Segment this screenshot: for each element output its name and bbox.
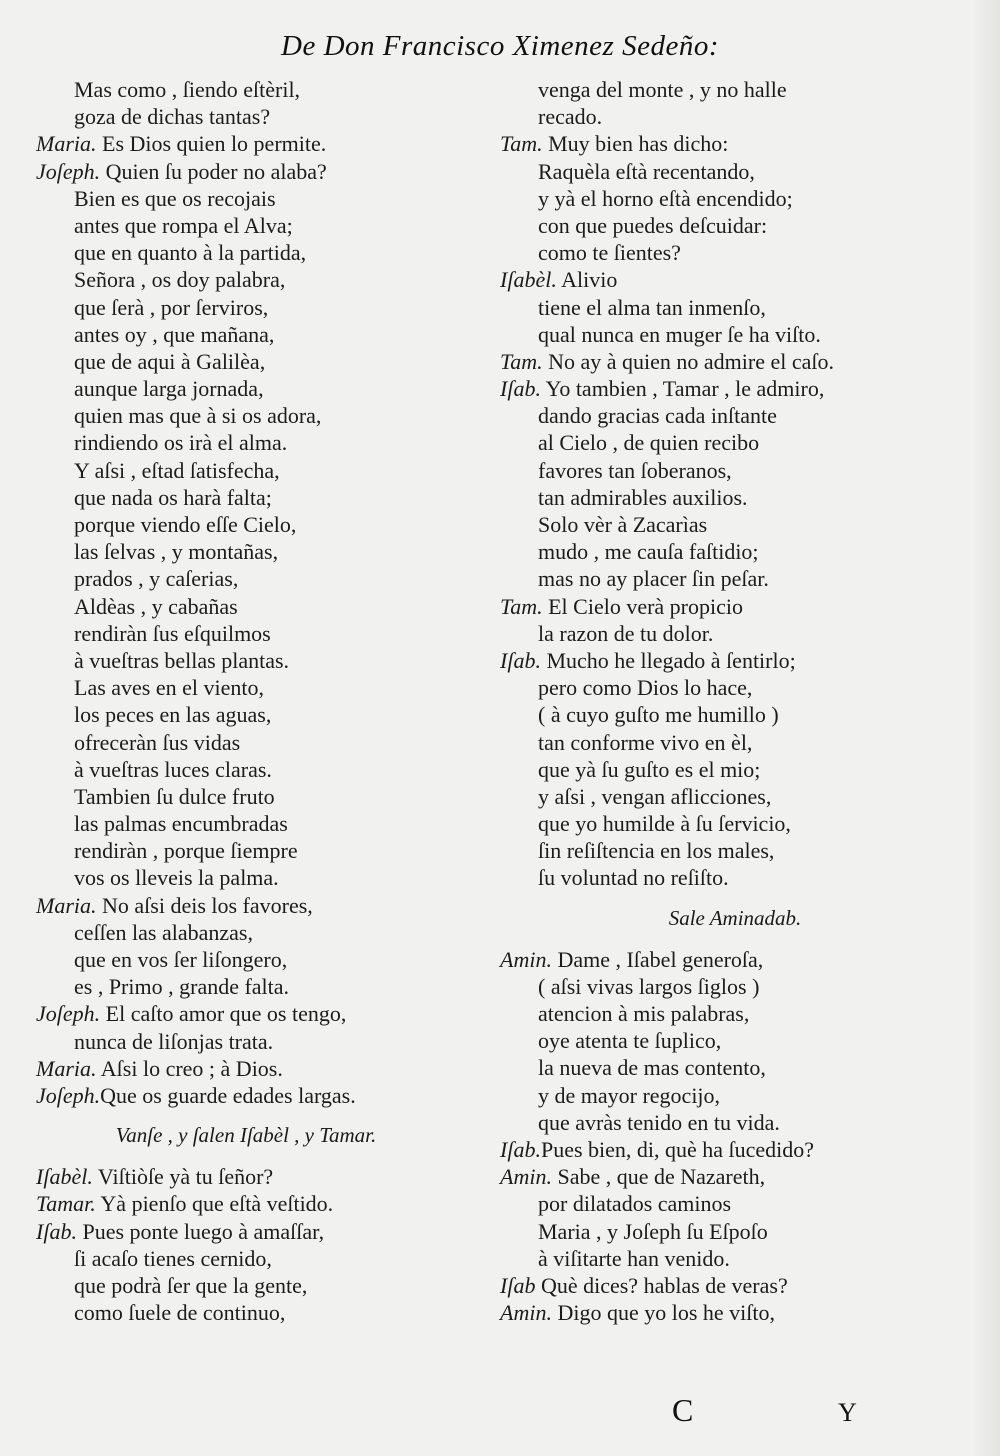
verse-text: ſi acaſo tienes cernido, — [74, 1245, 272, 1271]
verse-line — [36, 538, 456, 565]
verse-line — [36, 158, 456, 185]
speaker-name: Tamar. — [36, 1191, 96, 1217]
verse-line — [36, 783, 456, 810]
verse-text: à vueſtras bellas plantas. — [74, 647, 290, 673]
verse-text: ſin reſiſtencia en los males, — [538, 838, 775, 864]
verse-text: Aldèas , y cabañas — [74, 593, 238, 619]
verse-line — [500, 239, 970, 266]
verse-line — [36, 756, 456, 783]
speaker-name: Amin. — [500, 1164, 552, 1190]
verse-text: Que os guarde edades largas. — [100, 1082, 356, 1108]
verse-line — [500, 701, 970, 728]
verse-line — [36, 565, 456, 592]
stage-direction: Sale Aminadab. — [668, 905, 802, 930]
verse-line — [36, 348, 456, 375]
verse-line — [36, 892, 456, 919]
verse-text: como ſuele de continuo, — [74, 1300, 286, 1326]
verse-text: por dilatados caminos — [538, 1191, 732, 1217]
verse-text: que avràs tenido en tu vida. — [538, 1109, 780, 1135]
verse-text: No aſsi deis los favores, — [96, 892, 313, 918]
verse-line — [500, 946, 970, 973]
verse-text: ofreceràn ſus vidas — [74, 729, 241, 755]
verse-text: que en quanto à la partida, — [74, 240, 307, 266]
speaker-name: Tam. — [500, 593, 543, 619]
verse-line — [500, 1082, 970, 1109]
verse-text: qual nunca en muger ſe ha viſto. — [538, 321, 821, 347]
verse-line — [500, 130, 970, 157]
verse-text: rindiendo os irà el alma. — [74, 430, 288, 456]
verse-text: la nueva de mas contento, — [538, 1055, 766, 1081]
verse-line — [36, 212, 456, 239]
verse-line — [36, 375, 456, 402]
verse-text: Raquèla eſtà recentando, — [538, 158, 755, 184]
speaker-name: Tam. — [500, 348, 543, 374]
verse-text: Pues ponte luego à amaſſar, — [76, 1218, 325, 1244]
verse-text: recado. — [538, 104, 603, 130]
verse-text: Bien es que os recojais — [74, 185, 276, 211]
verse-line — [500, 756, 970, 783]
verse-line — [36, 919, 456, 946]
verse-text: aunque larga jornada, — [74, 376, 264, 402]
verse-line — [500, 429, 970, 456]
verse-text: prados , y caſerias, — [74, 566, 239, 592]
verse-text: que ſerà , por ſerviros, — [74, 294, 269, 320]
speaker-name: Amin. — [500, 1300, 552, 1326]
verse-text: ( à cuyo guſto me humillo ) — [538, 702, 779, 728]
right-column — [500, 76, 970, 1326]
verse-line — [36, 130, 456, 157]
verse-text: que yo humilde à ſu ſervicio, — [538, 811, 791, 837]
verse-line — [500, 103, 970, 130]
verse-line — [500, 729, 970, 756]
verse-line — [36, 1218, 456, 1245]
verse-line — [36, 973, 456, 1000]
speaker-name: Iſab. — [500, 647, 541, 673]
verse-line — [500, 294, 970, 321]
verse-text: tan admirables auxilios. — [538, 484, 748, 510]
verse-line — [500, 565, 970, 592]
catchword-mark: Y — [838, 1398, 857, 1427]
verse-text: atencion à mis palabras, — [538, 1001, 750, 1026]
verse-line — [36, 321, 456, 348]
verse-text: Muy bien has dicho: — [542, 131, 729, 157]
speaker-name: Amin. — [500, 946, 552, 972]
speaker-name: Joſeph. — [36, 1001, 101, 1027]
verse-line — [36, 484, 456, 511]
verse-line — [500, 185, 970, 212]
verse-line — [500, 538, 970, 565]
verse-text: Aſsi lo creo ; à Dios. — [96, 1055, 283, 1081]
verse-line — [36, 1190, 456, 1217]
verse-text: Señora , os doy palabra, — [74, 267, 286, 293]
verse-line — [500, 212, 970, 239]
verse-line — [36, 511, 456, 538]
verse-text: que yà ſu guſto es el mio; — [538, 756, 761, 782]
speaker-name: Maria. — [36, 131, 97, 157]
verse-text: Las aves en el viento, — [74, 675, 264, 701]
verse-line — [36, 266, 456, 293]
speaker-name: Maria. — [36, 892, 97, 918]
verse-text: Què dices? hablas de veras? — [535, 1272, 788, 1298]
verse-text: rendiràn ſus eſquilmos — [74, 620, 271, 646]
verse-line — [500, 593, 970, 620]
verse-line — [36, 1000, 456, 1027]
speaker-name: Iſabèl. — [500, 267, 557, 293]
verse-line — [36, 729, 456, 756]
verse-line — [36, 647, 456, 674]
verse-line — [500, 647, 970, 674]
running-header: De Don Francisco Ximenez Sedeño: — [281, 30, 719, 62]
verse-text: la razon de tu dolor. — [538, 620, 714, 646]
verse-text: Solo vèr à Zacarìas — [538, 512, 708, 537]
verse-line — [36, 620, 456, 647]
verse-line — [36, 701, 456, 728]
verse-text: porque viendo eſſe Cielo, — [74, 512, 297, 537]
verse-line — [36, 185, 456, 212]
verse-text: es , Primo , grande falta. — [74, 974, 290, 1000]
verse-text: vos os lleveis la palma. — [74, 865, 279, 891]
verse-text: oye atenta te ſuplico, — [538, 1028, 722, 1054]
verse-line — [36, 1028, 456, 1055]
verse-text: Mas como , ſiendo eſtèril, — [74, 77, 301, 102]
speaker-name: Joſeph. — [36, 1082, 101, 1108]
verse-line — [500, 1054, 970, 1081]
verse-line — [36, 946, 456, 973]
verse-line — [36, 239, 456, 266]
verse-text: como te ſientes? — [538, 240, 681, 266]
verse-text: favores tan ſoberanos, — [538, 457, 732, 483]
verse-line — [36, 1299, 456, 1326]
verse-line — [500, 158, 970, 185]
verse-text: rendiràn , porque ſiempre — [74, 838, 298, 864]
verse-line — [500, 457, 970, 484]
verse-line — [36, 402, 456, 429]
verse-line — [500, 810, 970, 837]
verse-line — [36, 674, 456, 701]
verse-text: Sabe , que de Nazareth, — [551, 1164, 766, 1190]
verse-line — [500, 1299, 970, 1326]
verse-text: goza de dichas tantas? — [74, 104, 271, 130]
speaker-name: Joſeph. — [36, 158, 101, 184]
verse-text: pero como Dios lo hace, — [538, 675, 753, 701]
verse-text: que nada os harà falta; — [74, 484, 272, 510]
verse-text: El Cielo verà propicio — [542, 593, 743, 619]
verse-text: ( aſsi vivas largos ſiglos ) — [538, 973, 760, 999]
verse-text: ceſſen las alabanzas, — [74, 919, 253, 945]
verse-text: antes oy , que mañana, — [74, 321, 275, 347]
verse-line — [36, 429, 456, 456]
verse-text: Alivio — [556, 267, 618, 293]
verse-line — [500, 1163, 970, 1190]
verse-line — [500, 1136, 970, 1163]
verse-text: Mucho he llegado à ſentirlo; — [540, 647, 796, 673]
verse-line — [500, 973, 970, 1000]
speaker-name: Iſab. — [36, 1218, 77, 1244]
verse-line — [500, 837, 970, 864]
verse-text: Tambien ſu dulce fruto — [74, 783, 275, 809]
verse-text: al Cielo , de quien recibo — [538, 430, 760, 456]
verse-line — [36, 76, 456, 103]
verse-text: las palmas encumbradas — [74, 811, 288, 837]
verse-line — [36, 1163, 456, 1190]
left-column — [36, 76, 456, 1326]
verse-line — [36, 837, 456, 864]
verse-text: Es Dios quien lo permite. — [96, 131, 327, 157]
verse-text: y de mayor regocijo, — [538, 1082, 721, 1108]
verse-line — [500, 1272, 970, 1299]
verse-line — [36, 103, 456, 130]
verse-text: à vueſtras luces claras. — [74, 756, 272, 782]
verse-line — [500, 76, 970, 103]
speaker-name: Iſabèl. — [36, 1164, 93, 1190]
verse-text: dando gracias cada inſtante — [538, 403, 777, 429]
verse-text: que en vos ſer liſongero, — [74, 947, 288, 972]
verse-text: Viſtiòſe yà tu ſeñor? — [92, 1164, 274, 1190]
verse-line — [500, 1109, 970, 1136]
verse-text: Yà pienſo que eſtà veſtido. — [95, 1191, 334, 1217]
verse-text: Maria , y Joſeph ſu Eſpoſo — [538, 1218, 768, 1244]
verse-text: ſu voluntad no reſiſto. — [538, 865, 729, 891]
verse-text: quien mas que à si os adora, — [74, 403, 322, 429]
verse-line — [36, 457, 456, 484]
verse-text: Quien ſu poder no alaba? — [100, 158, 327, 184]
verse-line — [500, 1000, 970, 1027]
verse-line — [36, 1055, 456, 1082]
speaker-name: Iſab — [500, 1272, 536, 1298]
verse-line — [36, 294, 456, 321]
verse-text: Yo tambien , Tamar , le admiro, — [540, 376, 825, 402]
verse-line — [36, 1082, 456, 1109]
verse-text: los peces en las aguas, — [74, 702, 272, 728]
verse-line — [500, 402, 970, 429]
speaker-name: Maria. — [36, 1055, 97, 1081]
verse-text: antes que rompa el Alva; — [74, 212, 293, 238]
verse-line — [500, 321, 970, 348]
speaker-name: Iſab. — [500, 376, 541, 402]
verse-line — [500, 1245, 970, 1272]
stage-direction: Vanſe , y ſalen Iſabèl , y Tamar. — [115, 1123, 377, 1148]
verse-text: tan conforme vivo en èl, — [538, 729, 753, 755]
verse-line — [36, 1272, 456, 1299]
verse-line — [500, 864, 970, 891]
verse-text: tiene el alma tan inmenſo, — [538, 294, 766, 320]
verse-line — [500, 511, 970, 538]
verse-line — [500, 348, 970, 375]
verse-line — [36, 1245, 456, 1272]
verse-text: venga del monte , y no halle — [538, 77, 787, 102]
verse-text: El caſto amor que os tengo, — [100, 1001, 347, 1027]
verse-line — [36, 593, 456, 620]
verse-line — [500, 266, 970, 293]
verse-line — [500, 620, 970, 647]
verse-text: No ay à quien no admire el caſo. — [542, 348, 835, 374]
verse-text: y yà el horno eſtà encendido; — [538, 185, 793, 211]
verse-text: Y aſsi , eſtad ſatisfecha, — [74, 457, 280, 483]
verse-line — [500, 783, 970, 810]
verse-text: mas no ay placer ſin peſar. — [538, 566, 769, 592]
verse-text: Digo que yo los he viſto, — [551, 1300, 775, 1326]
verse-text: mudo , me cauſa faſtidio; — [538, 539, 759, 565]
verse-text: Dame , Iſabel generoſa, — [551, 946, 764, 972]
speaker-name: Iſab. — [500, 1136, 541, 1162]
verse-line — [36, 810, 456, 837]
verse-text: las ſelvas , y montañas, — [74, 539, 279, 565]
verse-text: y aſsi , vengan aflicciones, — [538, 783, 772, 809]
verse-line — [500, 484, 970, 511]
verse-line — [500, 375, 970, 402]
verse-line — [500, 1190, 970, 1217]
signature-mark: C — [672, 1392, 694, 1428]
verse-text: Pues bien, di, què ha ſucedido? — [540, 1136, 815, 1162]
verse-line — [500, 1218, 970, 1245]
verse-text: con que puedes deſcuidar: — [538, 212, 768, 238]
verse-text: que podrà ſer que la gente, — [74, 1272, 308, 1298]
verse-text: que de aqui à Galilèa, — [74, 348, 266, 374]
verse-text: nunca de liſonjas trata. — [74, 1028, 274, 1054]
verse-line — [500, 1027, 970, 1054]
verse-line — [36, 864, 456, 891]
page-edge-shadow — [972, 0, 1000, 1456]
verse-text: à viſitarte han venido. — [538, 1245, 730, 1271]
speaker-name: Tam. — [500, 131, 543, 157]
verse-line — [500, 674, 970, 701]
